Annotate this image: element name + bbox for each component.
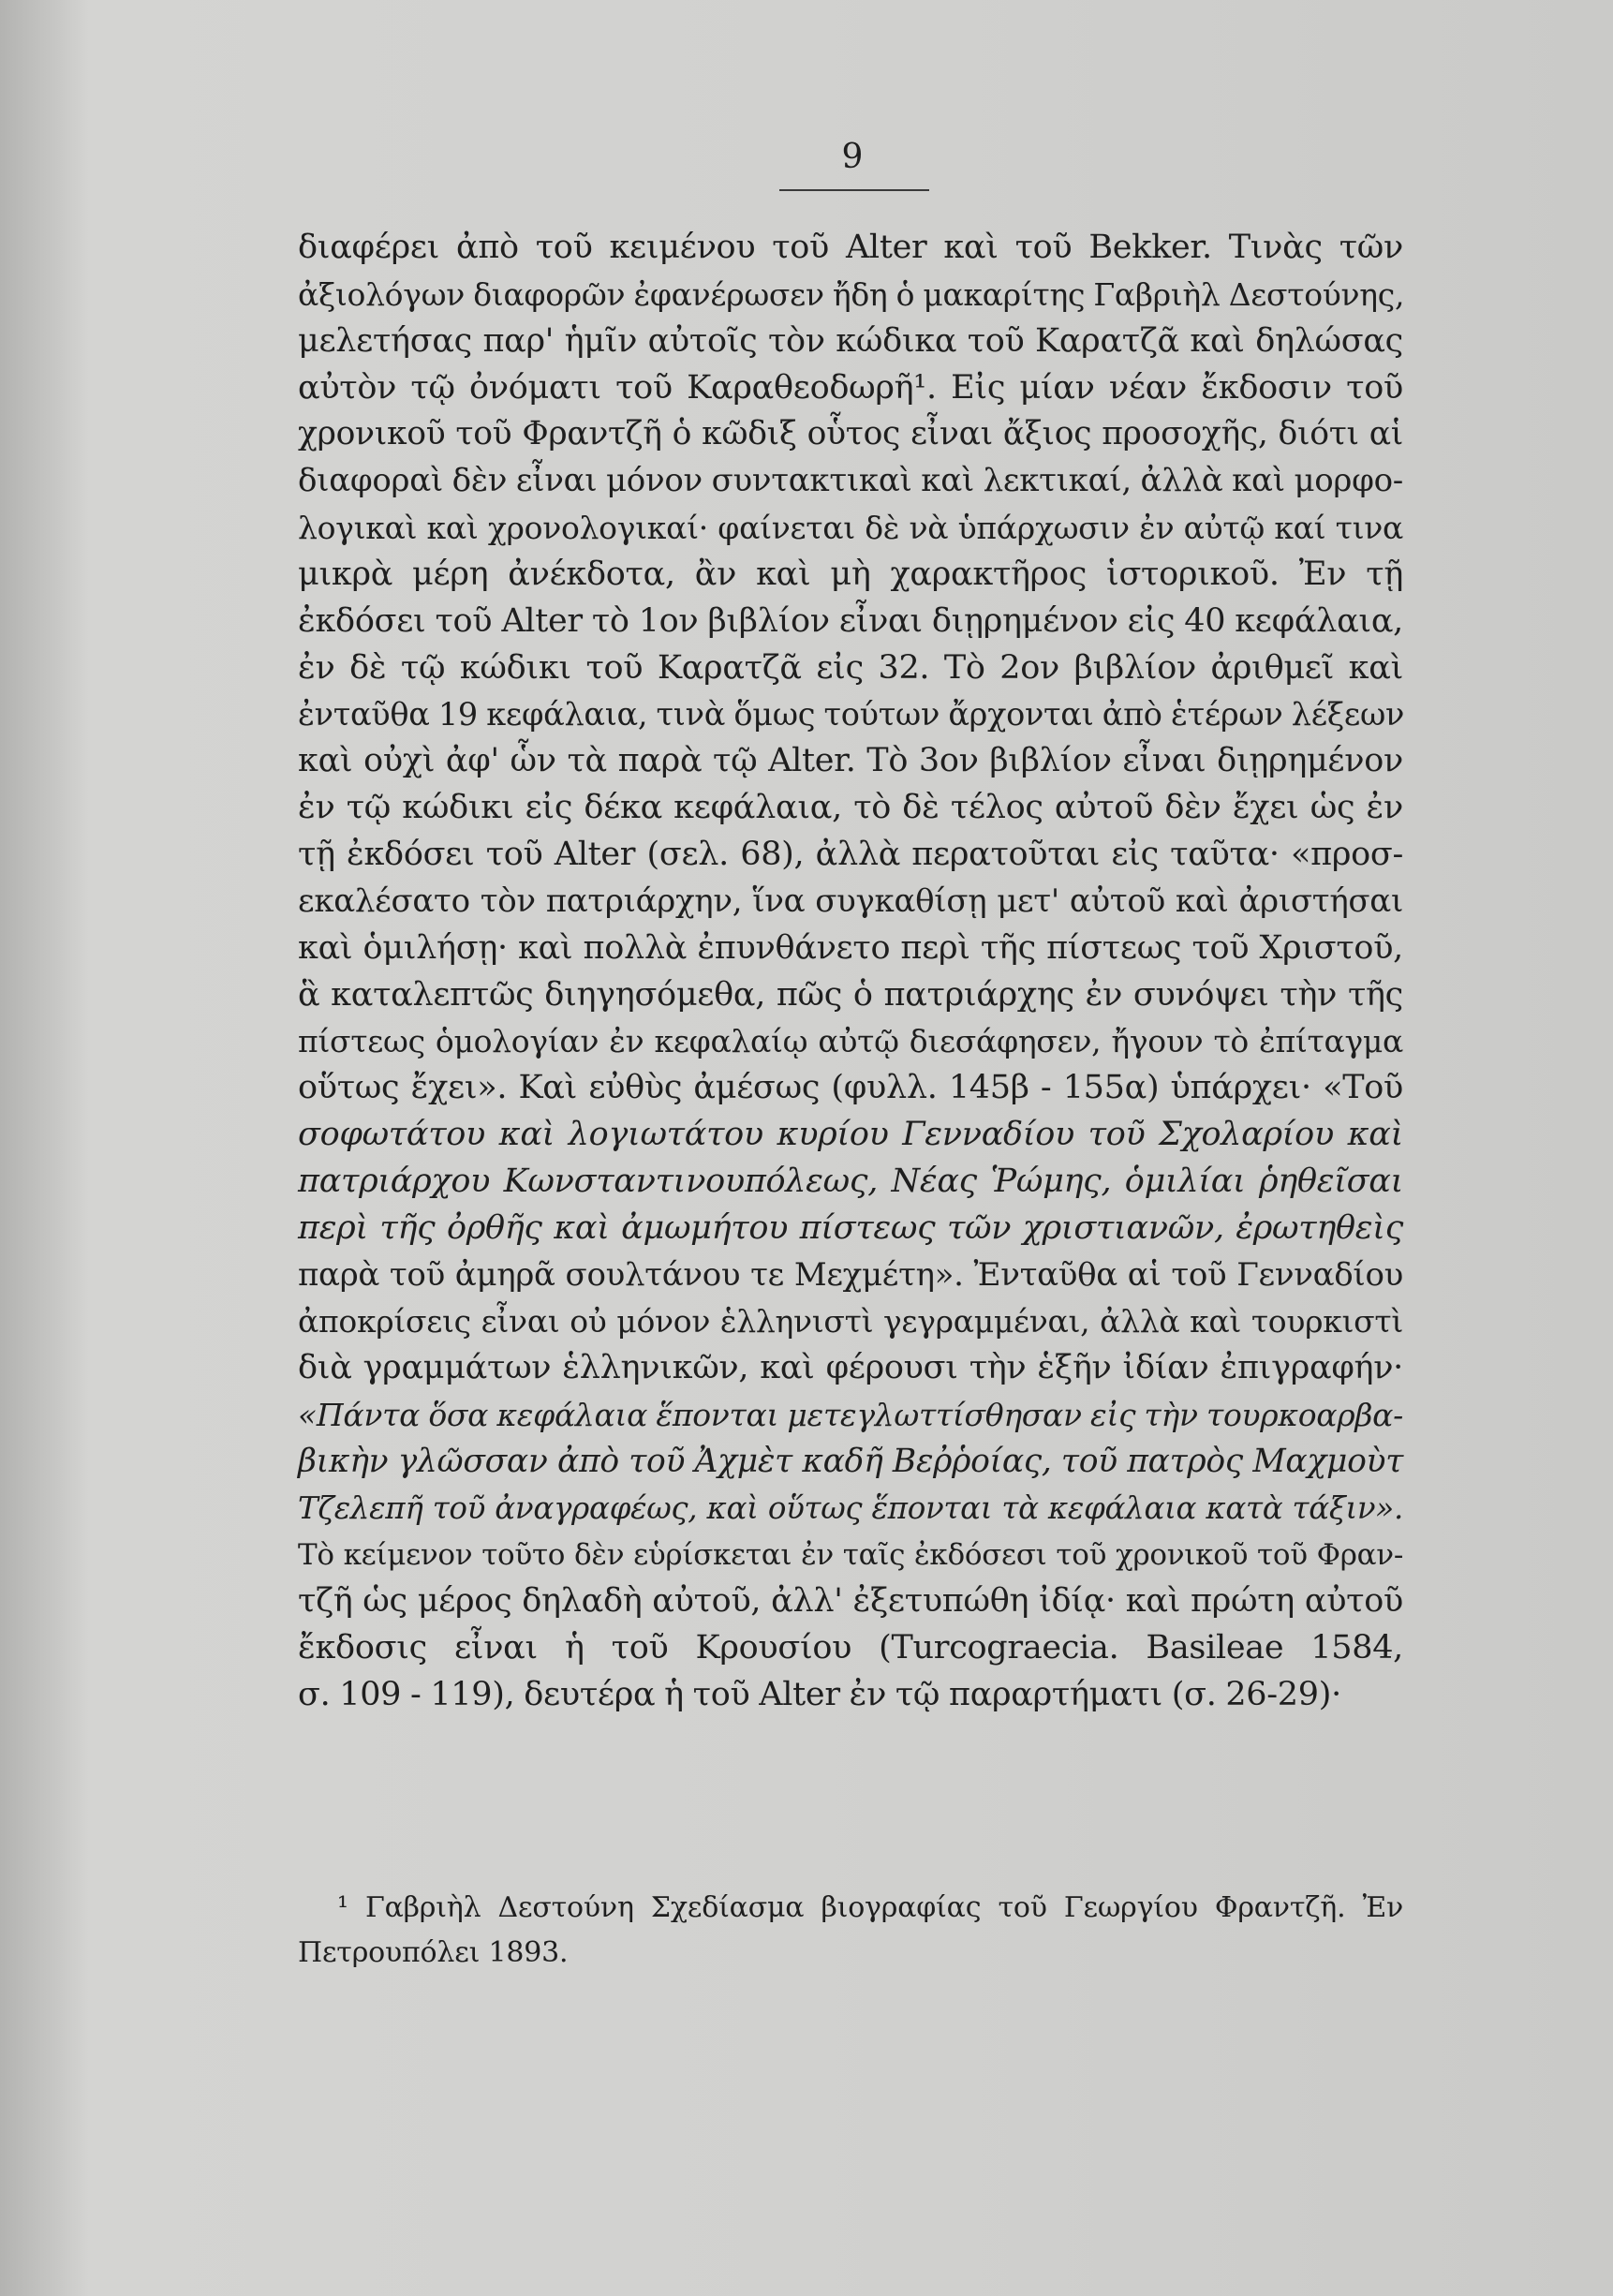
main-text-block bbox=[298, 225, 1403, 1719]
text-line: λογικαὶ καὶ χρονολογικαί· φαίνεται δὲ νὰ ὑπάρχωσιν ἐν αὐτῷ καί τινα bbox=[298, 510, 1403, 547]
text-line: ἐν τῷ κώδικι εἰς δέκα κεφάλαια, τὸ δὲ τέλος αὐτοῦ δὲν ἔχει ὡς ἐν bbox=[298, 789, 1403, 827]
text-line: τζῆ ὡς μέρος δηλαδὴ αὐτοῦ, ἀλλ' ἐξετυπώθη ἰδίᾳ· καὶ πρώτη αὐτοῦ bbox=[298, 1582, 1403, 1621]
page-number: 9 bbox=[841, 138, 864, 176]
footnote-block bbox=[298, 1886, 1403, 1976]
text-line: διὰ γραμμάτων ἑλληνικῶν, καὶ φέρουσι τὴν ἑξῆν ἰδίαν ἐπιγραφήν· bbox=[298, 1349, 1403, 1387]
text-line: αὐτὸν τῷ ὀνόματι τοῦ Καραθεοδωρῆ¹. Εἰς μίαν νέαν ἔκδοσιν τοῦ bbox=[298, 368, 1403, 407]
text-line-italic: «Πάντα ὅσα κεφάλαια ἕπονται μετεγλωττίσθησαν εἰς τὴν τουρκοαρβα- bbox=[298, 1397, 1403, 1434]
footnote-line: ¹ Γαβριὴλ Δεστούνη Σχεδίασμα βιογραφίας τοῦ Γεωργίου Φραντζῆ. Ἐν bbox=[337, 1891, 1403, 1924]
text-line: καὶ ὁμιλήσῃ· καὶ πολλὰ ἐπυνθάνετο περὶ τῆς πίστεως τοῦ Χριστοῦ, bbox=[298, 928, 1403, 967]
text-line: καὶ οὐχὶ ἀφ' ὧν τὰ παρὰ τῷ Alter. Τὸ 3ον βιβλίον εἶναι διῃρημένον bbox=[298, 742, 1403, 780]
text-line: σ. 109 - 119), δευτέρα ἡ τοῦ Alter ἐν τῷ παραρτήματι (σ. 26-29)· bbox=[298, 1676, 1341, 1714]
text-line-italic: σοφωτάτου καὶ λογιωτάτου κυρίου Γενναδίου τοῦ Σχολαρίου καὶ bbox=[298, 1116, 1403, 1154]
binding-shadow bbox=[0, 0, 89, 2296]
text-line: μελετήσας παρ' ἡμῖν αὐτοῖς τὸν κώδικα τοῦ Καρατζᾶ καὶ δηλώσας bbox=[298, 321, 1403, 360]
text-line: χρονικοῦ τοῦ Φραντζῆ ὁ κῶδιξ οὗτος εἶναι ἄξιος προσοχῆς, διότι αἱ bbox=[298, 415, 1403, 453]
text-line: ἐν δὲ τῷ κώδικι τοῦ Καρατζᾶ εἰς 32. Τὸ 2ον βιβλίον ἀριθμεῖ καὶ bbox=[298, 648, 1403, 687]
text-line: ἃ καταλεπτῶς διηγησόμεθα, πῶς ὁ πατριάρχης ἐν συνόψει τὴν τῆς bbox=[298, 975, 1403, 1014]
text-line: τῇ ἐκδόσει τοῦ Alter (σελ. 68), ἀλλὰ περατοῦται εἰς ταῦτα· «προσ- bbox=[298, 835, 1403, 873]
text-line: πίστεως ὁμολογίαν ἐν κεφαλαίῳ αὐτῷ διεσάφησεν, ἤγουν τὸ ἐπίταγμα bbox=[298, 1023, 1403, 1060]
text-line: ἀξιολόγων διαφορῶν ἐφανέρωσεν ἤδη ὁ μακαρίτης Γαβριὴλ Δεστούνης, bbox=[298, 275, 1405, 313]
text-line: εκαλέσατο τὸν πατριάρχην, ἵνα συγκαθίσῃ μετ' αὐτοῦ καὶ ἀριστήσαι bbox=[298, 881, 1403, 920]
text-line-italic: περὶ τῆς ὀρθῆς καὶ ἀμωμήτου πίστεως τῶν χριστιανῶν, ἐρωτηθεὶς bbox=[298, 1208, 1403, 1247]
text-line-italic: βικὴν γλῶσσαν ἀπὸ τοῦ Ἀχμὲτ καδῆ Βεῤῥοίας, τοῦ πατρὸς Μαχμοὺτ bbox=[298, 1442, 1403, 1480]
text-line: ἐνταῦθα 19 κεφάλαια, τινὰ ὅμως τούτων ἄρχονται ἀπὸ ἑτέρων λέξεων bbox=[298, 696, 1405, 733]
text-line: οὕτως ἔχει». Καὶ εὐθὺς ἀμέσως (φυλλ. 145β - 155α) ὑπάρχει· «Τοῦ bbox=[298, 1069, 1403, 1107]
text-line-italic: πατριάρχου Κωνσταντινουπόλεως, Νέας Ῥώμης, ὁμιλίαι ῥηθεῖσαι bbox=[298, 1162, 1403, 1200]
text-line: ἐκδόσει τοῦ Alter τὸ 1ον βιβλίον εἶναι διῃρημένον εἰς 40 κεφάλαια, bbox=[298, 601, 1403, 640]
text-line: ἀποκρίσεις εἶναι οὐ μόνον ἑλληνιστὶ γεγραμμέναι, ἀλλὰ καὶ τουρκιστὶ bbox=[298, 1303, 1403, 1341]
text-line: ἔκδοσις εἶναι ἡ τοῦ Κρουσίου (Turcograecia. Basileae 1584, bbox=[298, 1629, 1403, 1667]
text-line: παρὰ τοῦ ἀμηρᾶ σουλτάνου τε Μεχμέτη». Ἐνταῦθα αἱ τοῦ Γενναδίου bbox=[298, 1255, 1403, 1294]
footnote-line: Πετρουπόλει 1893. bbox=[298, 1936, 569, 1969]
text-line: διαφοραὶ δὲν εἶναι μόνον συντακτικαὶ καὶ λεκτικαί, ἀλλὰ καὶ μορφο- bbox=[298, 462, 1403, 500]
text-line-italic: Τζελεπῆ τοῦ ἀναγραφέως, καὶ οὕτως ἕπονται τὰ κεφάλαια κατὰ τάξιν». bbox=[298, 1489, 1403, 1526]
text-line: διαφέρει ἀπὸ τοῦ κειμένου τοῦ Alter καὶ τοῦ Bekker. Τινὰς τῶν bbox=[298, 229, 1403, 266]
page-number-rule bbox=[779, 189, 929, 191]
text-line: μικρὰ μέρη ἀνέκδοτα, ἂν καὶ μὴ χαρακτῆρος ἱστορικοῦ. Ἐν τῇ bbox=[298, 555, 1403, 593]
text-line: Τὸ κείμενον τοῦτο δὲν εὑρίσκεται ἐν ταῖς ἐκδόσεσι τοῦ χρονικοῦ τοῦ Φραν- bbox=[298, 1537, 1403, 1572]
